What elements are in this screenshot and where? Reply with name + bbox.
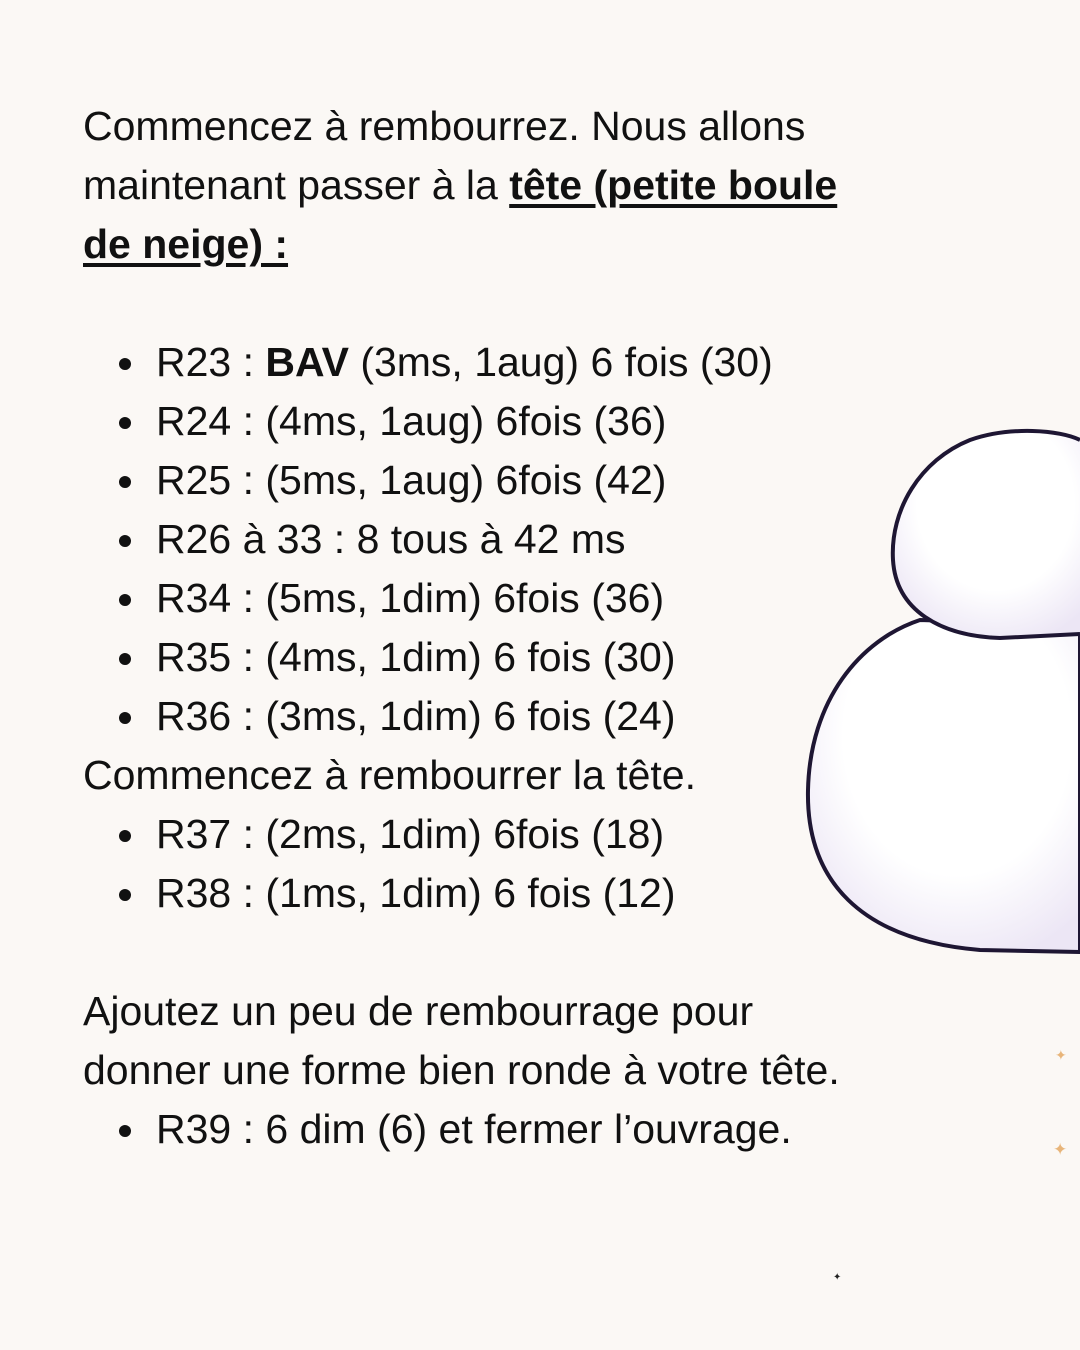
list-item: R24 : (4ms, 1aug) 6fois (36) [156,392,666,451]
sparkle-icon: ✦ [1055,1047,1067,1063]
snowball-body [808,620,1080,952]
intro-text: maintenant passer à la [83,162,510,208]
list-item: R35 : (4ms, 1dim) 6 fois (30) [156,628,676,687]
final-note-line-2: donner une forme bien ronde à votre tête. [83,1047,840,1093]
final-note-line-1: Ajoutez un peu de rembourrage pour [83,988,754,1034]
intro-line-1: Commencez à rembourrez. Nous allons [83,103,806,149]
intro-line-3 [83,215,288,274]
list-item: R25 : (5ms, 1aug) 6fois (42) [156,451,666,510]
list-item: R23 : BAV (3ms, 1aug) 6 fois (30) [156,333,773,392]
snowball-head [893,431,1080,638]
sparkle-icon: ✦ [1053,1140,1068,1159]
list-item: R26 à 33 : 8 tous à 42 ms [156,510,626,569]
intro-line-2 [83,156,837,215]
section-heading-cont: de neige) : [83,221,289,267]
list-item: R39 : 6 dim (6) et fermer l’ouvrage. [156,1100,792,1159]
list-item: R34 : (5ms, 1dim) 6fois (36) [156,569,664,628]
section-heading: tête (petite boule [509,162,838,208]
stuff-note: Commencez à rembourrer la tête. [83,752,696,798]
list-item: R36 : (3ms, 1dim) 6 fois (24) [156,687,676,746]
list-item: R37 : (2ms, 1dim) 6fois (18) [156,805,664,864]
list-item: R38 : (1ms, 1dim) 6 fois (12) [156,864,676,923]
sparkle-icon: ✦ [833,1272,842,1283]
